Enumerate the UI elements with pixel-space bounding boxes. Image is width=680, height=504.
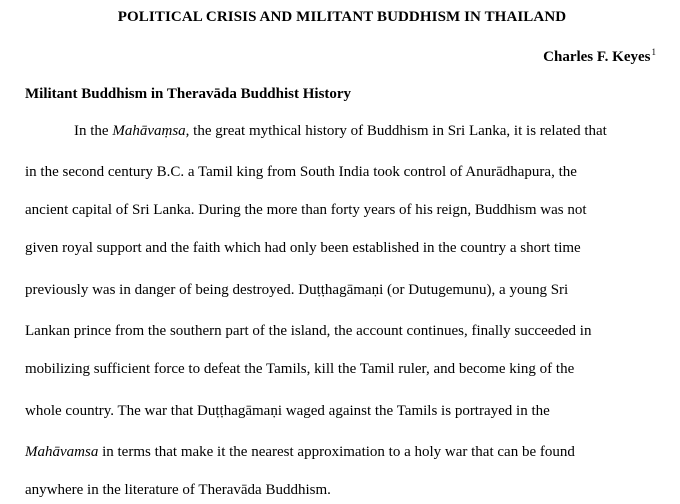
mahavamsa-italic-2: Mahāvamsa (25, 444, 99, 460)
line1-suffix: , the great mythical history of Buddhism in Sri Lanka, it is related that (185, 123, 607, 139)
paragraph-line-10: anywhere in the literature of Theravāda Buddhism. (25, 482, 331, 498)
mahavamsa-italic: Mahāvaṃsa (112, 123, 186, 139)
paragraph-line-8: whole country. The war that Duṭṭhagāmaṇi waged against the Tamils is portrayed in the (25, 403, 550, 419)
author-line (543, 47, 656, 66)
paragraph-line-4: given royal support and the faith which had only been established in the country a short time (25, 240, 581, 256)
paragraph-line-3: ancient capital of Sri Lanka. During the more than forty years of his reign, Buddhism was not (25, 202, 587, 218)
line1-prefix: In the (74, 123, 113, 139)
paragraph-line-1 (74, 123, 607, 140)
paragraph-line-7: mobilizing sufficient force to defeat the Tamils, kill the Tamil ruler, and become king of the (25, 361, 575, 377)
paragraph-line-2: in the second century B.C. a Tamil king from South India took control of Anurādhapura, the (25, 164, 577, 180)
line9-suffix: in terms that make it the nearest approximation to a holy war that can be found (98, 444, 575, 460)
paragraph-line-6: Lankan prince from the southern part of the island, the account continues, finally succeeded in (25, 323, 592, 339)
author-name: Charles F. Keyes (543, 49, 651, 65)
paragraph-line-9 (25, 444, 575, 461)
author-footnote-marker[interactable]: 1 (651, 47, 656, 57)
paragraph-line-5: previously was in danger of being destroyed. Duṭṭhagāmaṇi (or Dutugemunu), a young Sri (25, 282, 569, 298)
section-heading: Militant Buddhism in Theravāda Buddhist History (25, 86, 352, 102)
document-title: POLITICAL CRISIS AND MILITANT BUDDHISM IN THAILAND (117, 9, 567, 25)
